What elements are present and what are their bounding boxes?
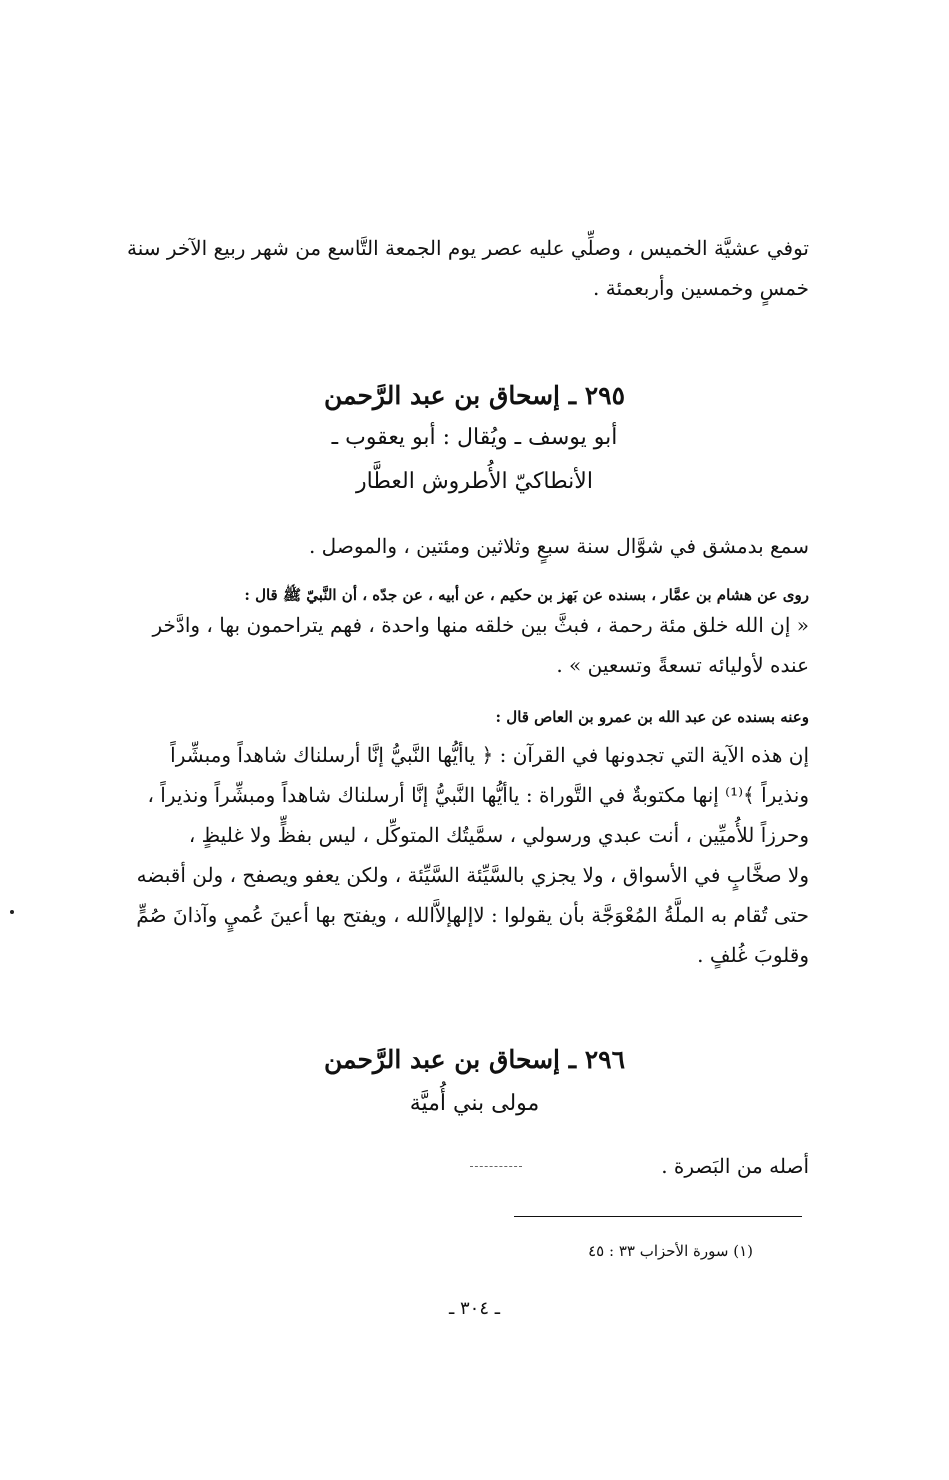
hadith-2-line-3: وحرزاً للأُميِّين ، أنت عبدي ورسولي ، سمَّيتُك المتوكِّل ، ليس بفظٍّ ولا غليظٍ ، (188, 823, 809, 847)
entry-295-heading: ٢٩٥ ـ إسحاق بن عبد الرَّحمن (323, 381, 626, 410)
intro-paragraph (126, 228, 809, 308)
entry-296-bio (129, 1146, 809, 1186)
entry-295-hadith-1 (129, 605, 809, 685)
scan-dash-mark (470, 1166, 522, 1167)
entry-295-bio-line: سمع بدمشق في شوَّال سنة سبعٍ وثلاثين ومئتين ، والموصل . (308, 534, 809, 558)
footnote-divider (514, 1216, 802, 1217)
hadith-2-line-1: إن هذه الآية التي تجدونها في القرآن : ﴿ ياأيُّها النَّبيُّ إنَّا أرسلناك شاهداً ومبشِّراً (170, 743, 809, 767)
chain-1-text: روى عن هشام بن عمَّار ، بسنده عن بَهز بن حكيم ، عن أبيه ، عن جدّه ، أن النَّبيّ ﷺ قال : (244, 586, 809, 604)
hadith-1-line-2: عنده لأوليائه تسعةً وتسعين » . (556, 653, 809, 677)
hadith-1-line-1: « إن الله خلق مئة رحمة ، فبثَّ بين خلقه منها واحدة ، فهم يتراحمون بها ، وادَّخر (152, 613, 809, 637)
hadith-2-line-5: حتى تُقام به الملَّةُ المُعْوَجَّة بأن يقولوا : لاإلهإلاَّالله ، ويفتح بها أعينَ عُميٍ وآذانَ صُمٍّ (136, 903, 809, 927)
entry-295-nisba: الأنطاكيّ الأُطروش العطَّار (356, 469, 593, 494)
entry-296-wala: مولى بني أُميَّة (409, 1091, 540, 1116)
entry-295-chain-2 (129, 702, 809, 732)
scan-speck (10, 910, 14, 914)
entry-295-hadith-2 (129, 735, 809, 975)
entry-296-bio-line: أصله من البَصرة . (661, 1154, 809, 1178)
hadith-2-line-6: وقلوبَ غُلفٍ . (697, 943, 809, 967)
page-number: ـ ٣٠٤ ـ (448, 1298, 500, 1319)
footnote-1: (١) سورة الأحزاب ٣٣ : ٤٥ (588, 1242, 753, 1260)
chain-2-text: وعنه بسنده عن عبد الله بن عمرو بن العاص قال : (495, 708, 809, 726)
entry-295-kunya: أبو يوسف ـ ويُقال : أبو يعقوب ـ (331, 425, 618, 450)
hadith-2-line-2: ونذيراً ﴾⁽¹⁾ إنها مكتوبةٌ في التَّوراة : ياأيُّها النَّبيُّ إنَّا أرسلناك شاهداً ومبشِّراً ونذيراً ، (147, 783, 809, 807)
intro-line-2: خمسٍ وخمسين وأربعمئة . (593, 276, 809, 300)
entry-296-heading: ٢٩٦ ـ إسحاق بن عبد الرَّحمن (323, 1045, 626, 1074)
hadith-2-line-4: ولا صخَّابٍ في الأسواق ، ولا يجزي بالسَّيِّئة السَّيِّئة ، ولكن يعفو ويصفح ، ولن أقبضه (136, 863, 809, 887)
intro-line-1: توفي عشيَّة الخميس ، وصلِّي عليه عصر يوم الجمعة التَّاسع من شهر ربيع الآخر سنة (126, 236, 809, 260)
entry-295-bio (129, 526, 809, 566)
